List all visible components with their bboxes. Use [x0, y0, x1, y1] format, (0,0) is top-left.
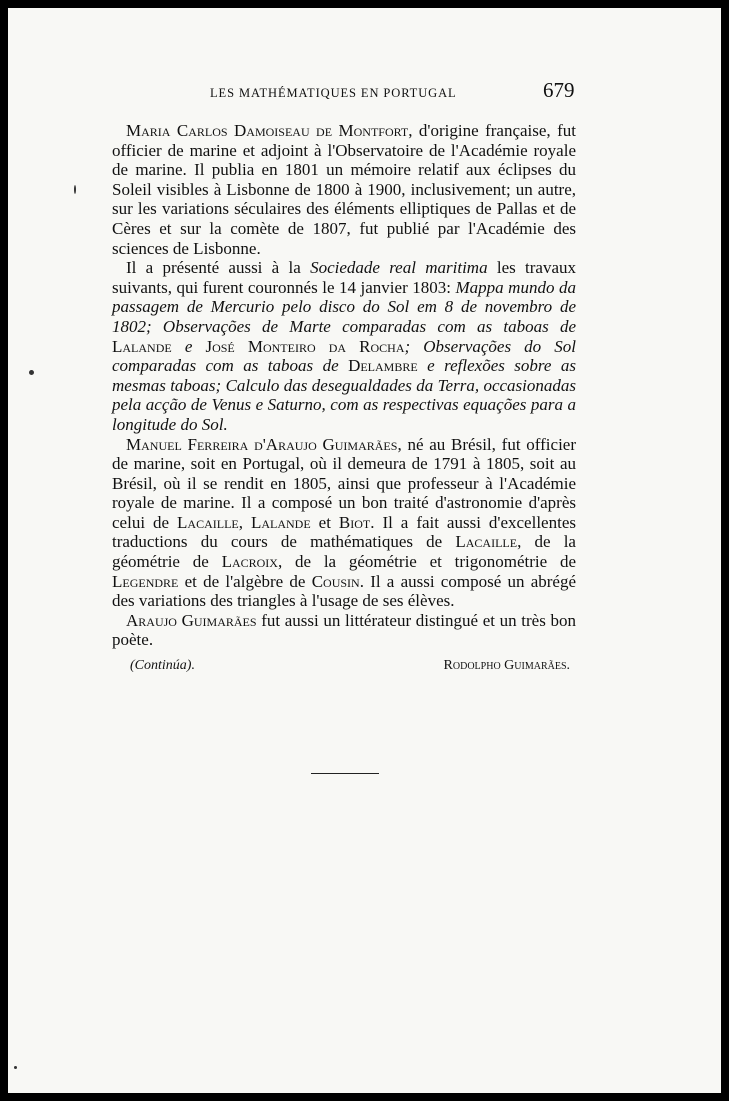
speck-mark [29, 370, 34, 375]
paragraph-damoiseau [112, 121, 576, 258]
speck-mark [14, 1066, 17, 1069]
society-text-1: Il a présenté aussi à la [126, 258, 311, 278]
damoiseau-text: , d'origine française, fut officier de marine et adjoint à l'Observatoire de l'Académie royale de marine. Il publia en 1801 un mémoire relatif aux éclipses du Soleil visibles à Lisbonne de 1800 à 1900, inclusivement; un autre, sur les variations séculaires des éléments elliptiques de Pallas et de Cères et sur la comète de 1807, fut publié par l'Académie des sciences de Lisbonne. [112, 121, 576, 258]
poet-text: fut aussi un littérateur distingué et un très bon poète. [112, 610, 576, 650]
ferreira-text-5: , de la géométrie de [112, 532, 576, 572]
ferreira-text-2: , [238, 512, 251, 532]
page-header [8, 80, 721, 106]
person-lalande: Lalande [112, 336, 172, 356]
continued-note: (Continúa). [130, 658, 195, 674]
works-title-1: Mappa mundo da passagem de Mercurio pelo disco do Sol em 8 de novembro de 1802; Observações de Marte comparadas com as taboas de [112, 277, 576, 336]
page [8, 8, 721, 1093]
speck-mark [74, 185, 76, 194]
ferreira-text-4: . Il a fait aussi d'excellentes traductions du cours de mathématiques de [112, 512, 576, 552]
person-lacaille: Lacaille [177, 512, 239, 532]
ferreira-text-3: et [310, 512, 339, 532]
ferreira-text-7: et de l'algèbre de [178, 571, 312, 591]
person-lacaille: Lacaille [455, 532, 518, 552]
person-biot: Biot [338, 512, 371, 532]
works-title-3: e reflexões sobre as mesmas taboas; Calculo das desegualdades da Terra, occasionadas pela acção de Venus e Saturno, com as respectivas equações para a longitude do Sol. [112, 356, 576, 434]
running-title: LES MATHÉMATIQUES EN PORTUGAL [210, 86, 457, 100]
ferreira-text-8: . Il a aussi composé un abrégé des variations des triangles à l'usage de ses élèves. [112, 571, 576, 611]
person-lacroix: Lacroix [221, 552, 278, 572]
person-delambre: Delambre [348, 356, 418, 376]
ferreira-text-6: , de la géométrie et trigonométrie de [277, 552, 577, 572]
person-legendre: Legendre [112, 571, 179, 591]
society-name: Sociedade real maritima [310, 258, 488, 278]
ferreira-text-1: , né au Brésil, fut officier de marine, soit en Portugal, où il demeura de 1791 à 1805, soit au Brésil, où il se rendit en 1805, ainsi que professeur à l'Académie royale de marine. Il a composé un bon traité d'astronomie d'après celui de [112, 434, 576, 532]
page-number: 679 [543, 78, 575, 102]
author-signature: Rodolpho Guimarães. [443, 658, 570, 674]
paragraph-society-works [112, 258, 576, 434]
person-lalande: Lalande [250, 512, 311, 532]
signoff [112, 656, 576, 676]
article-body [112, 121, 576, 676]
paragraph-poet [112, 611, 576, 650]
person-damoiseau: Maria Carlos Damoiseau de Montfort [126, 121, 409, 140]
end-rule [311, 773, 379, 774]
person-cousin: Cousin [311, 571, 360, 591]
person-monteiro: José Monteiro da Rocha [205, 336, 405, 356]
works-title-2: ; Observações do Sol comparadas com as taboas de [112, 336, 576, 376]
works-connector: e [171, 336, 206, 356]
person-araujo-guimaraes: Araujo Guimarães [126, 610, 257, 630]
paragraph-ferreira [112, 435, 576, 611]
person-ferreira: Manuel Ferreira d'Araujo Guimarães [126, 434, 398, 454]
society-text-2: les travaux suivants, qui furent couronnés le 14 janvier 1803: [112, 258, 576, 297]
